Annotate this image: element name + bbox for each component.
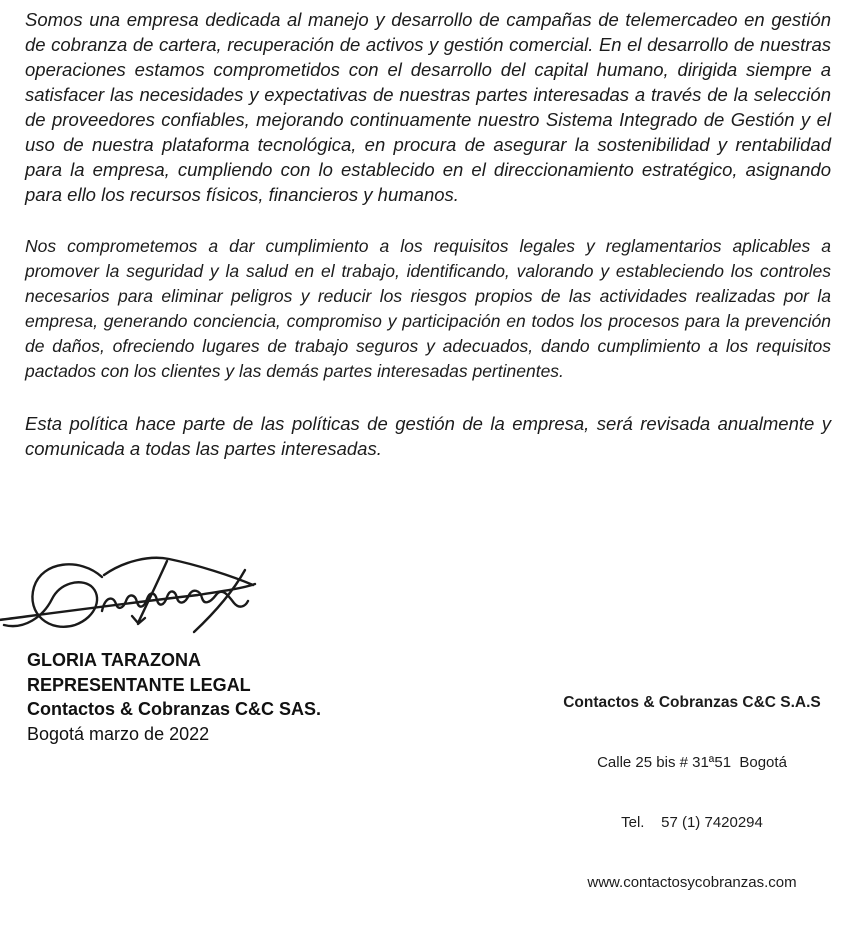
footer-address: Calle 25 bis # 31ª51 Bogotá — [597, 754, 787, 771]
signer-company: Contactos & Cobranzas C&C SAS. — [27, 699, 322, 719]
company-footer-block — [532, 653, 852, 933]
signer-name: GLORIA TARAZONA — [27, 650, 201, 670]
policy-paragraph-mission: Somos una empresa dedicada al manejo y desarrollo de campañas de telemercadeo en gestión de cobranza de cartera, recuperación de activos y gestión comercial. En el desarrollo de nuestras operaciones estamos comprometidos con el desarrollo del capital humano, dirigida siempre a satisfacer las necesidades y expectativas de nuestras partes interesadas a través de la selección de proveedores confiables, mejorando continuamente nuestro Sistema Integrado de Gestión y el uso de nuestra plataforma tecnológica, en procura de asegurar la sostenibilidad y rentabilidad para la empresa, cumpliendo con lo establecido en el direccionamiento estratégico, asignando para ello los recursos físicos, financieros y humanos. — [25, 9, 831, 205]
signer-block — [27, 648, 321, 746]
handwritten-signature — [0, 551, 260, 651]
footer-company-name: Contactos & Cobranzas C&C S.A.S — [563, 694, 821, 711]
footer-phone: Tel. 57 (1) 7420294 — [621, 814, 763, 831]
policy-text-body — [25, 7, 831, 461]
signer-role: REPRESENTANTE LEGAL — [27, 674, 251, 695]
policy-paragraph-review: Esta política hace parte de las políticas de gestión de la empresa, será revisada anualmente y comunicada a todas las partes interesadas. — [25, 413, 831, 459]
policy-paragraph-commitments: Nos comprometemos a dar cumplimiento a los requisitos legales y reglamentarios aplicables a promover la seguridad y la salud en el trabajo, identificando, valorando y estableciendo los controles necesarios para eliminar peligros y reducir los riesgos propios de las actividades realizadas por la empresa, generando conciencia, compromiso y participación en todos los procesos para la prevención de daños, ofreciendo lugares de trabajo seguros y adecuados, dando cumplimiento a los requisitos pactados con los clientes y las demás partes interesadas pertinentes. — [25, 236, 831, 381]
signer-place-date: Bogotá marzo de 2022 — [27, 723, 210, 744]
footer-website: www.contactosycobranzas.com — [587, 874, 797, 891]
